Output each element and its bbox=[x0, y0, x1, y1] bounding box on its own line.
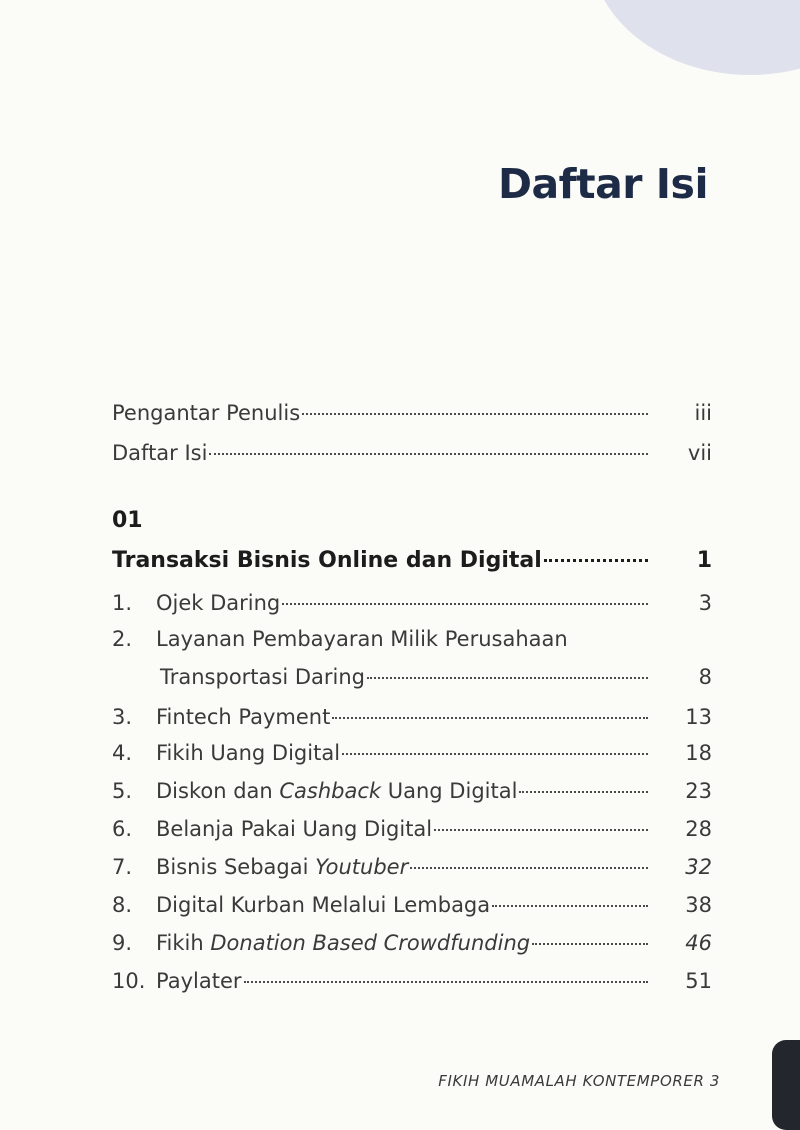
toc-entry-number: 8. bbox=[112, 893, 133, 917]
toc-entry-label: Daftar Isi bbox=[112, 441, 208, 465]
dot-leader bbox=[302, 413, 648, 415]
toc-entry[interactable] bbox=[0, 774, 800, 808]
toc-entry[interactable] bbox=[0, 964, 800, 998]
toc-page-number: 46 bbox=[685, 931, 712, 955]
toc-entry-number: 2. bbox=[112, 627, 133, 651]
toc-page-number: 38 bbox=[685, 893, 712, 917]
toc-entry-label: Fikih Uang Digital bbox=[156, 741, 341, 765]
toc-entry-label: Ojek Daring bbox=[156, 591, 281, 615]
dot-leader bbox=[367, 677, 648, 679]
toc-page-number: vii bbox=[687, 441, 712, 465]
toc-entry-number: 3. bbox=[112, 705, 133, 729]
toc-entry[interactable] bbox=[0, 736, 800, 770]
dot-leader bbox=[492, 905, 648, 907]
toc-entry-label-italic: Cashback bbox=[279, 779, 382, 803]
dot-leader bbox=[410, 867, 648, 869]
chapter-title: Transaksi Bisnis Online dan Digital bbox=[112, 548, 542, 573]
toc-page-number: 1 bbox=[696, 548, 712, 573]
toc-entry[interactable] bbox=[0, 622, 800, 656]
dot-leader bbox=[332, 717, 648, 719]
dot-leader bbox=[532, 943, 648, 945]
toc-entry-label: Pengantar Penulis bbox=[112, 401, 301, 425]
toc-entry-pengantar[interactable] bbox=[0, 396, 800, 430]
dot-leader bbox=[519, 791, 648, 793]
toc-entry-number: 9. bbox=[112, 931, 133, 955]
dot-leader bbox=[434, 829, 648, 831]
dot-leader bbox=[209, 453, 648, 455]
dot-leader bbox=[282, 603, 648, 605]
toc-entry-number: 4. bbox=[112, 741, 133, 765]
toc-page-number: 8 bbox=[698, 665, 712, 689]
page-edge-tab bbox=[772, 1040, 800, 1130]
page-title: Daftar Isi bbox=[497, 160, 708, 208]
toc-entry-number: 6. bbox=[112, 817, 133, 841]
chapter-number: 01 bbox=[112, 508, 143, 533]
dot-leader bbox=[544, 559, 648, 562]
toc-entry-number: 1. bbox=[112, 591, 133, 615]
toc-entry[interactable] bbox=[0, 700, 800, 734]
toc-entry-daftar-isi[interactable] bbox=[0, 436, 800, 470]
toc-entry-label: Fintech Payment bbox=[156, 705, 331, 729]
toc-entry-label-prefix: Fikih bbox=[156, 931, 211, 955]
toc-page-number: 13 bbox=[685, 705, 712, 729]
toc-entry-label: Belanja Pakai Uang Digital bbox=[156, 817, 433, 841]
toc-entry-label: Layanan Pembayaran Milik Perusahaan bbox=[156, 627, 568, 651]
toc-entry[interactable] bbox=[0, 850, 800, 884]
toc-entry-label-italic: Donation Based Crowdfunding bbox=[210, 931, 531, 955]
toc-entry-continuation[interactable] bbox=[0, 660, 800, 694]
toc-page-number: 28 bbox=[685, 817, 712, 841]
dot-leader bbox=[244, 981, 648, 983]
corner-decoration bbox=[590, 0, 800, 75]
toc-entry-label-suffix: Uang Digital bbox=[381, 779, 518, 803]
toc-entry-label: Digital Kurban Melalui Lembaga bbox=[156, 893, 491, 917]
toc-entry[interactable] bbox=[0, 926, 800, 960]
toc-entry-number: 5. bbox=[112, 779, 133, 803]
toc-page-number: 23 bbox=[685, 779, 712, 803]
toc-entry-label-prefix: Diskon dan bbox=[156, 779, 280, 803]
toc-entry-label: Transportasi Daring bbox=[160, 665, 366, 689]
toc-entry-label-italic: Youtuber bbox=[315, 855, 409, 879]
toc-entry-number: 10. bbox=[112, 969, 146, 993]
toc-entry-number: 7. bbox=[112, 855, 133, 879]
toc-page-number: 3 bbox=[698, 591, 712, 615]
toc-entry-label: Paylater bbox=[156, 969, 242, 993]
toc-page-number: iii bbox=[694, 401, 712, 425]
toc-entry-label-prefix: Bisnis Sebagai bbox=[156, 855, 316, 879]
toc-entry[interactable] bbox=[0, 812, 800, 846]
toc-page-number: 18 bbox=[685, 741, 712, 765]
toc-entry[interactable] bbox=[0, 888, 800, 922]
toc-page-number: 32 bbox=[685, 855, 712, 879]
toc-entry[interactable] bbox=[0, 586, 800, 620]
toc-page-number: 51 bbox=[685, 969, 712, 993]
running-footer: FIKIH MUAMALAH KONTEMPORER 3 bbox=[438, 1072, 720, 1090]
dot-leader bbox=[342, 753, 648, 755]
toc-chapter-title[interactable] bbox=[0, 544, 800, 578]
